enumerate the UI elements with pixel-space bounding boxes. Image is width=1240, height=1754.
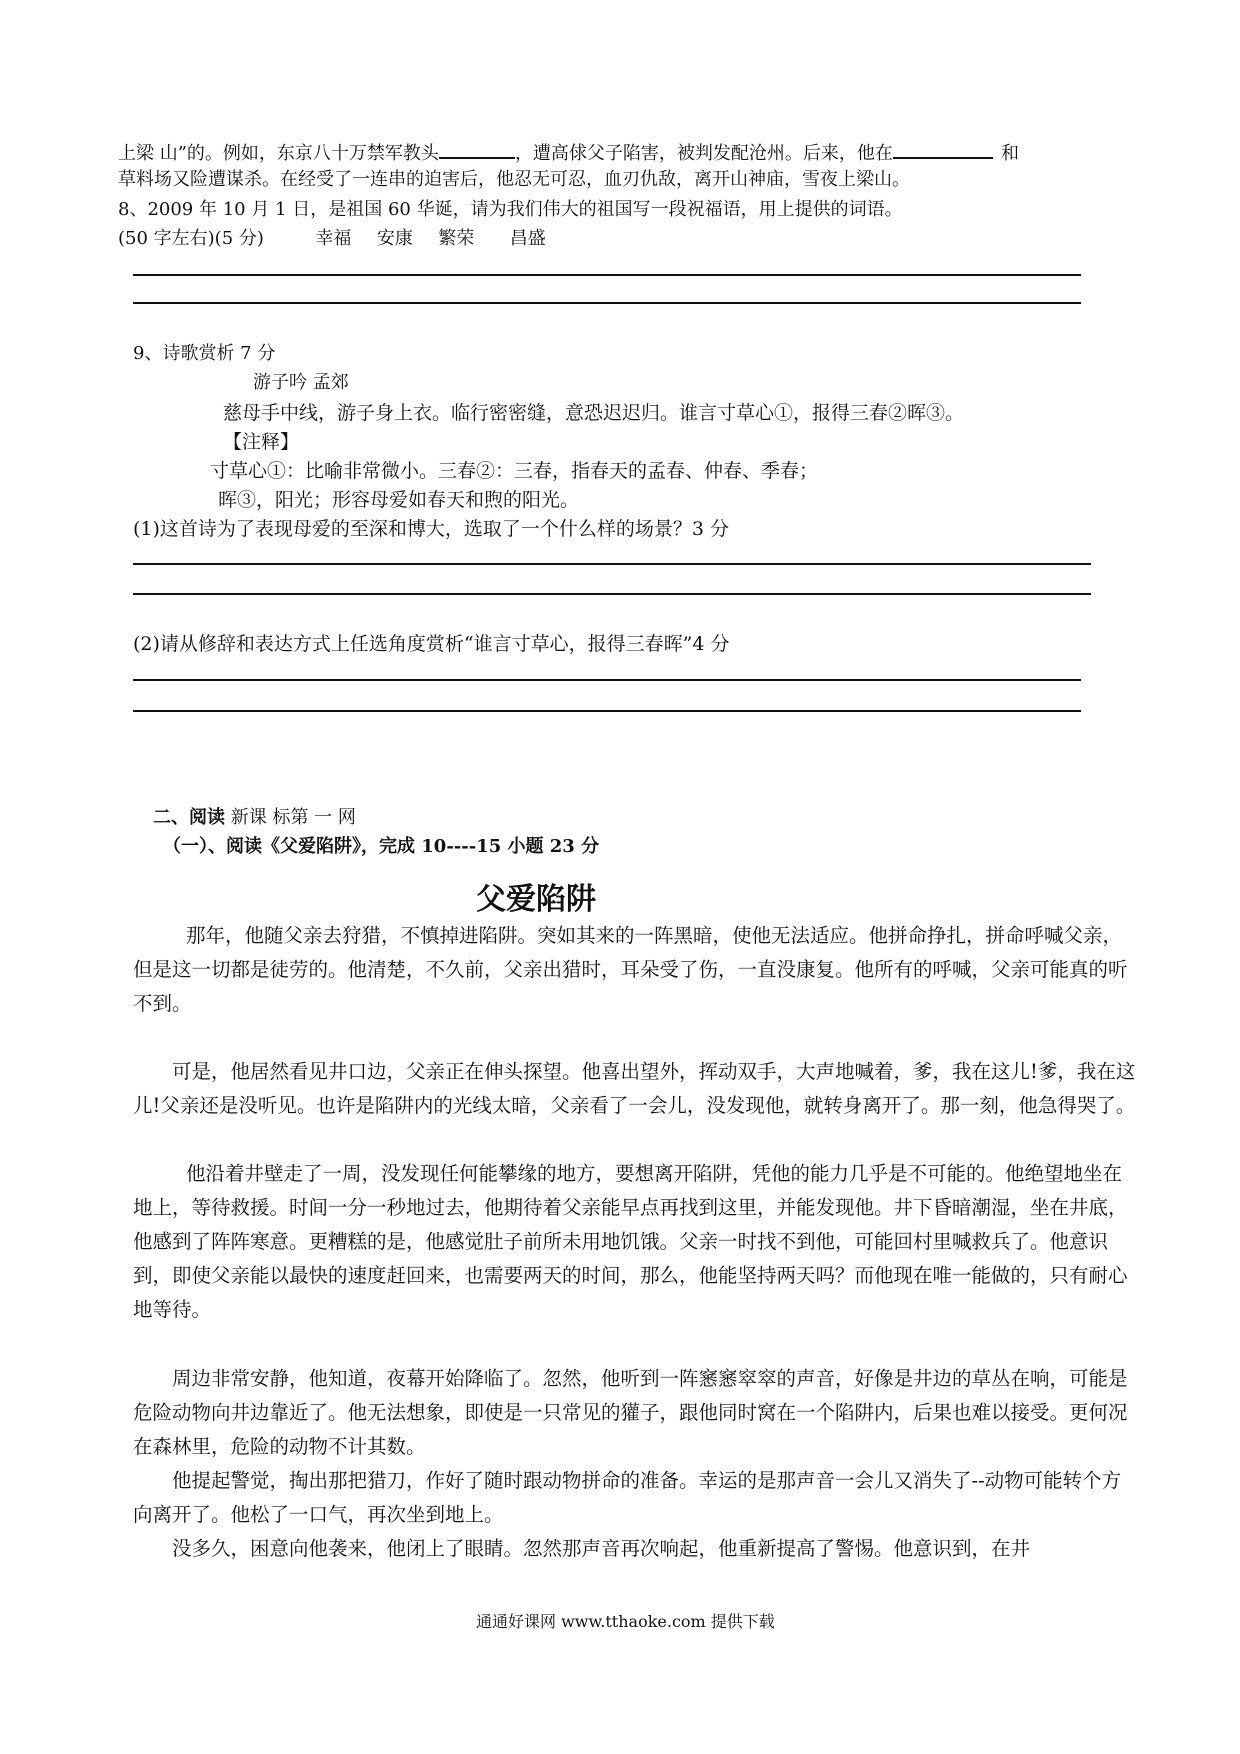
q8-answer-line-1[interactable]: [133, 274, 1081, 276]
q8-prompt: 8、2009 年 10 月 1 日，是祖国 60 华诞，请为我们伟大的祖国写一段祝福语，用上提供的词语。: [118, 199, 903, 220]
q8-word-4: 昌盛: [509, 228, 546, 249]
section2-heading-rest: 新课 标第 一 网: [225, 807, 356, 828]
q9-1-answer-line-2[interactable]: [133, 593, 1091, 595]
q9-2-answer-line-1[interactable]: [133, 679, 1081, 681]
article-paragraph-1: 那年，他随父亲去狩猎，不慎掉进陷阱。突如其来的一阵黑暗，使他无法适应。他拼命挣扎，拼命呼喊父亲，但是这一切都是徒劳的。他清楚，不久前，父亲出猎时，耳朵受了伤，一直没康复。他所有的呼喊，父亲可能真的听不到。: [133, 924, 1128, 1015]
q8-answer-line-2[interactable]: [133, 302, 1081, 304]
q9-sub-question-1: (1)这首诗为了表现母爱的至深和博大，选取了一个什么样的场景？3 分: [133, 518, 730, 540]
q8-word-2: 安康: [376, 228, 413, 249]
q9-note-1: 寸草心①：比喻非常微小。三春②：三春，指春天的孟春、仲春、季春；: [210, 460, 819, 482]
q7-line1: [118, 137, 1019, 167]
article-paragraph-2: 可是，他居然看见井口边，父亲正在伸头探望。他喜出望外，挥动双手，大声地喊着，爹，我在这儿!爹，我在这儿!父亲还是没听见。也许是陷阱内的光线太暗，父亲看了一会儿，没发现他，就转身离开了。那一刻，他急得哭了。: [133, 1060, 1136, 1117]
q7-line1-part1: 上梁 山”的。例如，东京八十万禁军教头: [118, 143, 439, 164]
q8-words-line: [118, 226, 546, 252]
q9-note-2: 晖③，阳光；形容母爱如春天和煦的阳光。: [218, 489, 580, 511]
q9-2-answer-line-2[interactable]: [133, 710, 1081, 712]
q8-word-3: 繁荣: [438, 228, 475, 249]
q9-sub-question-2: (2)请从修辞和表达方式上任选角度赏析“谁言寸草心，报得三春晖”4 分: [133, 633, 730, 655]
article-paragraph-4: 周边非常安静，他知道，夜幕开始降临了。忽然，他听到一阵窸窸窣窣的声音，好像是井边的草丛在响，可能是危险动物向井边靠近了。他无法想象，即使是一只常见的獾子，跟他同时窝在一个陷阱内，后果也难以接受。更何况在森林里，危险的动物不计其数。: [133, 1367, 1128, 1458]
article-title: 父爱陷阱: [476, 882, 596, 917]
q8-word-1: 幸福: [315, 228, 352, 249]
q7-line1-part2: ，遭高俅父子陷害，被判发配沧州。后来，他在: [514, 143, 893, 164]
article-paragraph-3: 他沿着井壁走了一周，没发现任何能攀缘的地方，要想离开陷阱，凭他的能力几乎是不可能的。他绝望地坐在地上，等待救援。时间一分一秒地过去，他期待着父亲能早点再找到这里，并能发现他。井下昏暗潮湿，坐在井底，他感到了阵阵寒意。更糟糕的是，他感觉肚子前所未用地饥饿。父亲一时找不到他，可能回村里喊救兵了。他意识到，即使父亲能以最快的速度赶回来，也需要两天的时间，那么，他能坚持两天吗？而他现在唯一能做的，只有耐心地等待。: [133, 1162, 1128, 1321]
page-footer: 通通好课网 www.tthaoke.com 提供下载: [476, 1612, 775, 1631]
q7-blank-1: [439, 137, 515, 159]
q9-note-label: 【注释】: [223, 431, 300, 453]
q9-heading: 9、诗歌赏析 7 分: [133, 343, 276, 364]
section2-sub-heading: （一）、阅读《父爱陷阱》，完成 10----15 小题 23 分: [163, 836, 600, 857]
q8-word-count-points: (50 字左右)(5 分): [118, 228, 264, 249]
q7-line2: 草料场又险遭谋杀。在经受了一连串的迫害后，他忍无可忍，血刃仇敌，离开山神庙，雪夜上梁山。: [118, 169, 910, 190]
q7-line1-part3: 和: [1000, 143, 1019, 164]
q9-poem-body: 慈母手中线，游子身上衣。临行密密缝，意恐迟迟归。谁言寸草心①，报得三春②晖③。: [223, 402, 965, 424]
q9-poem-title: 游子吟 孟郊: [253, 372, 349, 393]
section2-heading: [153, 805, 356, 831]
article-paragraph-6: 没多久，困意向他袭来，他闭上了眼睛。忽然那声音再次响起，他重新提高了警惕。他意识到，在井: [172, 1537, 1031, 1560]
section2-heading-bold: 二、阅读: [153, 807, 225, 828]
q9-1-answer-line-1[interactable]: [133, 563, 1091, 565]
q7-blank-2: [893, 137, 993, 159]
article-paragraph-5: 他提起警觉，掏出那把猎刀，作好了随时跟动物拼命的准备。幸运的是那声音一会儿又消失了--动物可能转个方向离开了。他松了一口气，再次坐到地上。: [133, 1469, 1122, 1526]
